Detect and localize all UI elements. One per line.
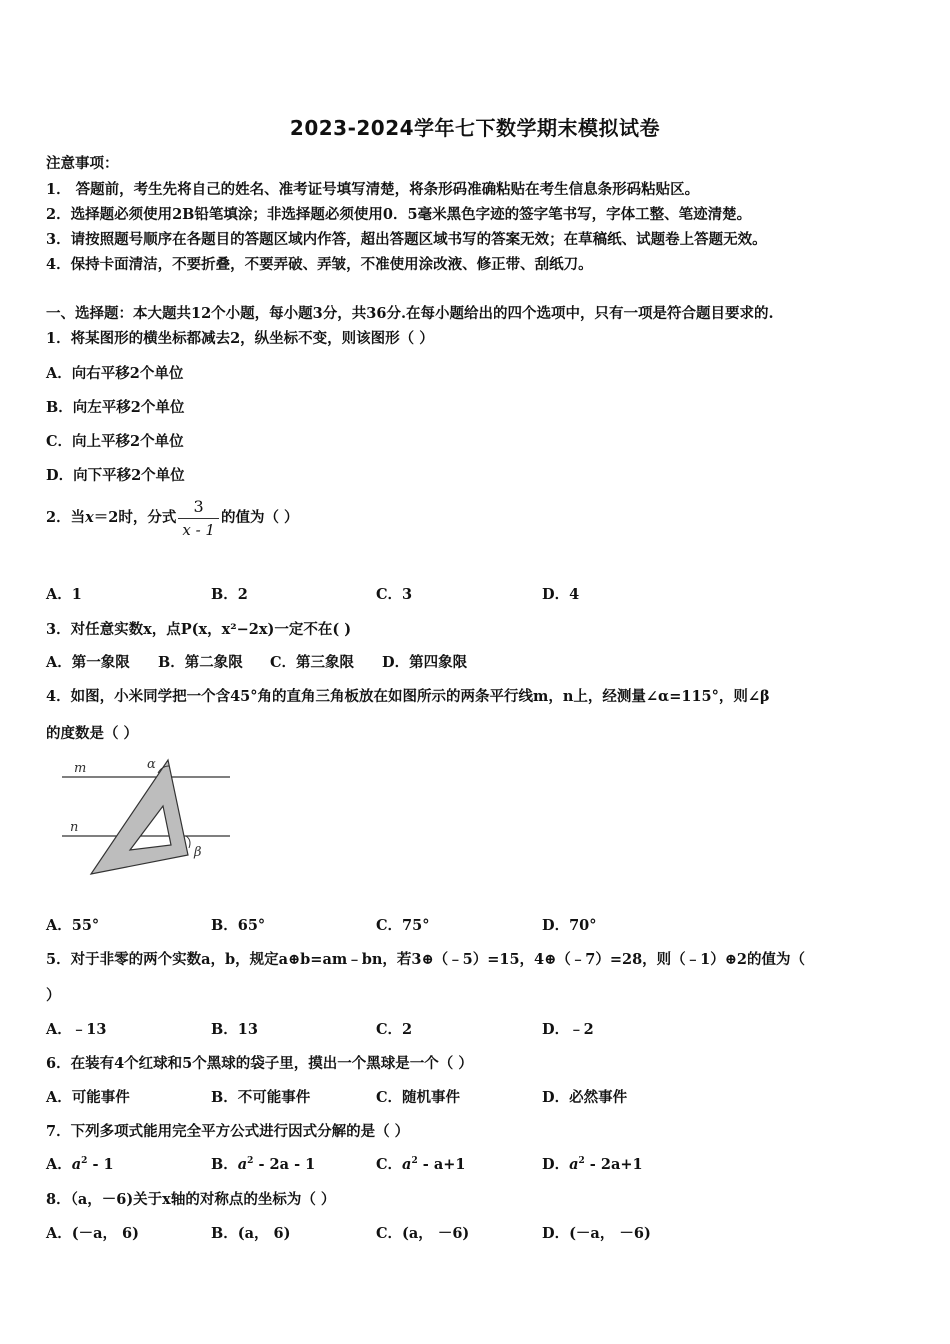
question-3-option-a: A．第一象限	[46, 654, 130, 671]
question-2-option-c: C．3	[376, 586, 413, 603]
question-5-option-a: A．﹣13	[46, 1021, 107, 1038]
question-8-option-b: B．(a， 6)	[211, 1225, 291, 1242]
fraction-denominator: x - 1	[182, 521, 215, 539]
label-beta: β	[194, 845, 202, 860]
question-2-option-d: D．4	[542, 586, 580, 603]
question-4-option-a: A．55°	[46, 917, 100, 934]
option-rest: - 2a - 1	[253, 1156, 316, 1173]
label-m: m	[74, 761, 87, 776]
question-2-stem	[46, 497, 299, 539]
question-7-stem: 7．下列多项式能用完全平方公式进行因式分解的是（ ）	[46, 1123, 410, 1140]
option-rest: - 1	[87, 1156, 114, 1173]
option-exponent: 2	[81, 1156, 88, 1167]
option-label: D．	[542, 1156, 570, 1173]
option-label: C．	[376, 1156, 403, 1173]
question-7-option-a	[46, 1153, 114, 1174]
note-item: 2．选择题必须使用2B铅笔填涂；非选择题必须使用0．5毫米黑色字迹的签字笔书写，字体工整、笔迹清楚。	[46, 206, 752, 223]
question-8-option-a: A．(－a， 6)	[46, 1225, 140, 1242]
option-label: B．	[211, 1156, 238, 1173]
note-item: 4．保持卡面清洁，不要折叠，不要弄破、弄皱，不准使用涂改液、修正带、刮纸刀。	[46, 256, 593, 273]
question-5-stem-cont: ）	[46, 987, 61, 1004]
label-n: n	[70, 820, 79, 835]
question-2-option-b: B．2	[211, 586, 248, 603]
fraction	[178, 497, 219, 539]
option-rest: - 2a+1	[584, 1156, 643, 1173]
question-2-option-a: A．1	[46, 586, 82, 603]
section-heading: 一、选择题：本大题共12个小题，每小题3分，共36分.在每小题给出的四个选项中，只有一项是符合题目要求的.	[46, 305, 774, 322]
question-1-option-b: B．向左平移2个单位	[46, 399, 185, 416]
notes-heading: 注意事项：	[46, 155, 119, 172]
option-exponent: 2	[247, 1156, 254, 1167]
question-7-option-b	[211, 1153, 315, 1174]
question-5-stem: 5．对于非零的两个实数a，b，规定a⊕b=am﹣bn，若3⊕（﹣5）=15，4⊕（﹣7）=28，则（﹣1）⊕2的值为（	[46, 951, 806, 968]
option-rest: - a+1	[417, 1156, 466, 1173]
question-6-stem: 6．在装有4个红球和5个黑球的袋子里，摸出一个黑球是一个（ ）	[46, 1055, 473, 1072]
option-base: a	[569, 1156, 579, 1173]
question-5-option-c: C．2	[376, 1021, 413, 1038]
q2-stem-a: 2．当	[46, 509, 86, 526]
question-4-stem: 4．如图，小米同学把一个含45°角的直角三角板放在如图所示的两条平行线m，n上，经测量∠α=115°，则∠β	[46, 688, 770, 705]
question-4-option-c: C．75°	[376, 917, 430, 934]
question-6-option-b: B．不可能事件	[211, 1089, 311, 1106]
question-5-option-d: D．﹣2	[542, 1021, 594, 1038]
option-base: a	[402, 1156, 412, 1173]
question-6-option-a: A．可能事件	[46, 1089, 130, 1106]
question-8-option-c: C．(a， －6)	[376, 1225, 470, 1242]
option-exponent: 2	[411, 1156, 418, 1167]
question-4-option-d: D．70°	[542, 917, 597, 934]
parallel-lines-triangle-figure	[58, 752, 238, 882]
note-item: 1． 答题前，考生先将自己的姓名、准考证号填写清楚，将条形码准确粘贴在考生信息条形码粘贴区。	[46, 181, 700, 198]
q2-stem-b: ＝2时，分式	[93, 509, 177, 526]
option-base: a	[237, 1156, 248, 1173]
question-8-stem: 8．（a，－6)关于x轴的对称点的坐标为（ ）	[46, 1191, 336, 1208]
question-6-option-d: D．必然事件	[542, 1089, 628, 1106]
option-exponent: 2	[578, 1156, 585, 1167]
question-3-stem: 3．对任意实数x，点P(x，x²−2x)一定不在( )	[46, 621, 352, 638]
note-item: 3．请按照题号顺序在各题目的答题区域内作答，超出答题区域书写的答案无效；在草稿纸、试题卷上答题无效。	[46, 231, 767, 248]
question-4-option-b: B．65°	[211, 917, 266, 934]
fraction-numerator: 3	[178, 497, 219, 519]
q2-stem-c: 的值为（ ）	[220, 509, 299, 526]
question-3-option-d: D．第四象限	[382, 654, 468, 671]
label-alpha: α	[147, 757, 156, 772]
question-1-stem: 1．将某图形的横坐标都减去2，纵坐标不变，则该图形（ ）	[46, 330, 434, 347]
question-8-option-d: D．(－a， －6)	[542, 1225, 651, 1242]
question-7-option-d	[542, 1153, 643, 1174]
question-3-option-c: C．第三象限	[270, 654, 355, 671]
question-3-option-b: B．第二象限	[158, 654, 243, 671]
option-label: A．	[46, 1156, 72, 1173]
page-title: 2023-2024学年七下数学期末模拟试卷	[289, 116, 661, 140]
question-1-option-c: C．向上平移2个单位	[46, 433, 184, 450]
q2-var: x	[85, 509, 94, 526]
question-4-stem-cont: 的度数是（ ）	[46, 725, 139, 742]
option-base: a	[71, 1156, 82, 1173]
question-1-option-d: D．向下平移2个单位	[46, 467, 185, 484]
question-6-option-c: C．随机事件	[376, 1089, 461, 1106]
question-1-option-a: A．向右平移2个单位	[46, 365, 184, 382]
question-5-option-b: B．13	[211, 1021, 258, 1038]
question-7-option-c	[376, 1153, 465, 1174]
